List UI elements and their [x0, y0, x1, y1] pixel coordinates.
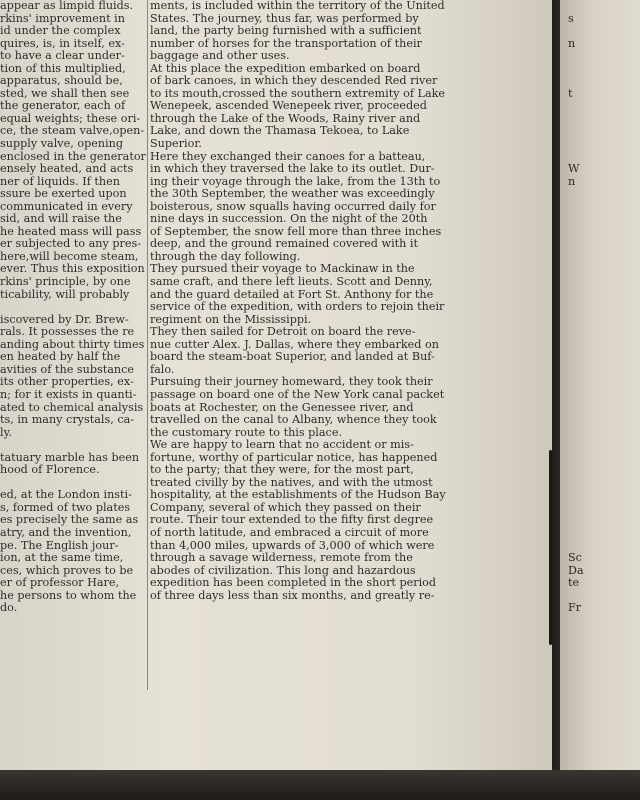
- text-line: anding about thirty times: [0, 338, 145, 351]
- article-line: Lake, and down the Thamasa Tekoea, to Lake: [150, 125, 410, 138]
- adjacent-page: [560, 0, 640, 770]
- text-line: ner of liquids. If then: [0, 175, 120, 188]
- text-line: s: [568, 12, 574, 25]
- article-line: the 30th September, the weather was exceedingly: [150, 188, 435, 201]
- article-line: passage on board one of the New York canal packet: [150, 388, 445, 401]
- text-line: apparatus, should be,: [0, 75, 123, 88]
- article-line: falo.: [150, 363, 175, 376]
- article-line: number of horses for the transportation of their: [150, 37, 422, 50]
- text-line: [568, 590, 640, 603]
- text-line: here,will become steam,: [0, 250, 139, 263]
- article-line: regiment on the Mississippi.: [150, 313, 312, 326]
- table-background: [0, 770, 640, 800]
- text-line: ion, at the same time,: [0, 552, 124, 565]
- text-line: tatuary marble has been: [0, 451, 140, 464]
- text-line: communicated in every: [0, 200, 133, 213]
- article-line: travelled on the canal to Albany, whence they took: [150, 414, 437, 427]
- text-line: enclosed in the generator: [0, 150, 146, 163]
- article-line: ments, is included within the territory of the United: [150, 0, 445, 12]
- column-rule: [147, 0, 148, 690]
- text-line: [568, 301, 640, 314]
- right-column-fragment: [568, 0, 640, 615]
- text-line: [568, 502, 640, 515]
- article-line: boisterous, snow squalls having occurred daily for: [150, 200, 436, 213]
- page-fold-shadow: [549, 450, 552, 645]
- text-line: rkins' improvement in: [0, 12, 125, 25]
- text-line: te: [568, 577, 580, 590]
- article-line: of three days less than six months, and greatly re-: [150, 589, 435, 602]
- article-line: through the Lake of the Woods, Rainy river and: [150, 112, 421, 125]
- text-line: n: [568, 175, 576, 188]
- text-line: [568, 414, 640, 427]
- article-line: Pursuing their journey homeward, they took their: [150, 376, 433, 389]
- article-line: service of the expedition, with orders to rejoin their: [150, 301, 445, 314]
- article-line: of north latitude, and embraced a circuit of more: [150, 526, 429, 539]
- text-line: [568, 263, 640, 276]
- text-line: appear as limpid fluids.: [0, 0, 134, 12]
- text-line: avities of the substance: [0, 363, 134, 376]
- text-line: ticability, will probably: [0, 288, 130, 301]
- text-line: [568, 427, 640, 440]
- article-line: of bark canoes, in which they descended Red river: [150, 75, 438, 88]
- text-line: he heated mass will pass: [0, 225, 142, 238]
- text-line: W: [568, 163, 580, 176]
- article-line: through the day following.: [150, 250, 301, 263]
- article-line: board the steam-boat Superior, and landed at Buf-: [150, 351, 435, 364]
- text-line: [568, 201, 640, 214]
- article-line: We are happy to learn that no accident or mis-: [150, 439, 414, 452]
- article-line: abodes of civilization. This long and hazardous: [150, 564, 416, 577]
- article-line: baggage and other uses.: [150, 50, 290, 63]
- article-line: They then sailed for Detroit on board the reve-: [150, 326, 416, 339]
- text-line: [568, 25, 640, 38]
- text-line: [568, 0, 640, 13]
- article-line: the customary route to this place.: [150, 426, 343, 439]
- article-line: same craft, and there left lieuts. Scott and Denny,: [150, 276, 433, 289]
- middle-column-article: [150, 0, 480, 602]
- article-line: They pursued their voyage to Mackinaw in the: [150, 263, 415, 276]
- text-line: Fr: [568, 602, 582, 615]
- text-line: er subjected to any pres-: [0, 238, 142, 251]
- text-line: ts, in many crystals, ca-: [0, 414, 135, 427]
- article-line: hospitality, at the establishments of the Hudson Bay: [150, 489, 446, 502]
- text-line: ssure be exerted upon: [0, 188, 127, 201]
- text-line: atry, and the invention,: [0, 526, 132, 539]
- article-line: fortune, worthy of particular notice, has happened: [150, 451, 438, 464]
- article-line: Superior.: [150, 138, 202, 151]
- article-line: At this place the expedition embarked on board: [150, 62, 421, 75]
- text-line: [568, 514, 640, 527]
- text-line: en heated by half the: [0, 351, 121, 364]
- article-line: in which they traversed the lake to its outlet. Dur-: [150, 163, 435, 176]
- text-line: quires, is, in itself, ex-: [0, 37, 125, 50]
- text-line: [568, 351, 640, 364]
- text-line: [568, 238, 640, 251]
- article-line: ing their voyage through the lake, from the 13th to: [150, 175, 441, 188]
- text-line: ever. Thus this exposition: [0, 263, 145, 276]
- text-line: [568, 138, 640, 151]
- text-line: [568, 125, 640, 138]
- text-line: [568, 489, 640, 502]
- text-line: iscovered by Dr. Brew-: [0, 313, 129, 326]
- text-line: ensely heated, and acts: [0, 163, 134, 176]
- article-line: to its mouth,crossed the southern extremity of Lake: [150, 87, 446, 100]
- article-line: expedition has been completed in the short period: [150, 577, 437, 590]
- article-line: Here they exchanged their canoes for a batteau,: [150, 150, 426, 163]
- text-line: rals. It possesses the re: [0, 326, 135, 339]
- text-line: es precisely the same as: [0, 514, 139, 527]
- text-line: [568, 289, 640, 302]
- text-line: [568, 251, 640, 264]
- article-line: Company, several of which they passed on their: [150, 501, 421, 514]
- text-line: [568, 188, 640, 201]
- text-line: Da: [568, 564, 584, 577]
- text-line: [568, 402, 640, 415]
- text-line: ated to chemical analysis: [0, 401, 144, 414]
- text-line: n; for it exists in quanti-: [0, 388, 137, 401]
- text-line: sted, we shall then see: [0, 87, 130, 100]
- text-line: [0, 439, 146, 452]
- text-line: ce, the steam valve,open-: [0, 125, 145, 138]
- text-line: [568, 527, 640, 540]
- article-line: Wenepeek, ascended Wenepeek river, proceeded: [150, 100, 427, 113]
- article-line: route. Their tour extended to the fifty first degree: [150, 514, 434, 527]
- text-line: do.: [0, 602, 18, 615]
- article-line: treated civilly by the natives, and with the utmost: [150, 476, 433, 489]
- text-line: pe. The English jour-: [0, 539, 119, 552]
- text-line: equal weights; these ori-: [0, 112, 141, 125]
- text-line: its other properties, ex-: [0, 376, 134, 389]
- text-line: to have a clear under-: [0, 50, 125, 63]
- text-line: [568, 477, 640, 490]
- article-line: land, the party being furnished with a sufficient: [150, 25, 422, 38]
- text-line: supply valve, opening: [0, 138, 124, 151]
- article-line: deep, and the ground remained covered with it: [150, 238, 419, 251]
- text-line: ly.: [0, 426, 12, 439]
- text-line: n: [568, 37, 576, 50]
- article-line: to the party; that they were, for the most part,: [150, 464, 414, 477]
- article-line: States. The journey, thus far, was performed by: [150, 12, 419, 25]
- article-line: nine days in succession. On the night of the 20th: [150, 213, 428, 226]
- text-line: [568, 364, 640, 377]
- text-line: t: [568, 87, 573, 100]
- article-line: boats at Rochester, on the Genessee river, and: [150, 401, 414, 414]
- text-line: sid, and will raise the: [0, 213, 122, 226]
- article-line: than 4,000 miles, upwards of 3,000 of which were: [150, 539, 435, 552]
- text-line: s, formed of two plates: [0, 501, 131, 514]
- text-line: hood of Florence.: [0, 464, 100, 477]
- text-line: [568, 376, 640, 389]
- text-line: tion of this multiplied,: [0, 62, 126, 75]
- text-line: [568, 326, 640, 339]
- text-line: he persons to whom the: [0, 589, 137, 602]
- text-line: er of professor Hare,: [0, 577, 120, 590]
- text-line: [568, 389, 640, 402]
- text-line: [568, 113, 640, 126]
- text-line: [568, 151, 640, 164]
- text-line: [568, 226, 640, 239]
- text-line: [568, 339, 640, 352]
- article-line: and the guard detailed at Fort St. Anthony for the: [150, 288, 434, 301]
- text-line: id under the complex: [0, 25, 121, 38]
- text-line: [568, 452, 640, 465]
- text-line: [568, 213, 640, 226]
- text-line: [568, 75, 640, 88]
- text-line: [568, 314, 640, 327]
- text-line: [568, 50, 640, 63]
- left-column: [0, 0, 146, 615]
- text-line: [568, 540, 640, 553]
- text-line: [568, 63, 640, 76]
- text-line: [568, 464, 640, 477]
- text-line: [0, 477, 146, 490]
- text-line: [568, 100, 640, 113]
- text-line: [568, 276, 640, 289]
- text-line: Sc: [568, 552, 582, 565]
- text-line: ces, which proves to be: [0, 564, 134, 577]
- text-line: ed, at the London insti-: [0, 489, 132, 502]
- article-line: nue cutter Alex. J. Dallas, where they embarked on: [150, 338, 439, 351]
- article-line: of September, the snow fell more than three inches: [150, 225, 442, 238]
- text-line: [0, 301, 146, 314]
- article-line: through a savage wilderness, remote from the: [150, 552, 413, 565]
- text-line: the generator, each of: [0, 100, 126, 113]
- text-line: [568, 439, 640, 452]
- text-line: rkins' principle, by one: [0, 276, 131, 289]
